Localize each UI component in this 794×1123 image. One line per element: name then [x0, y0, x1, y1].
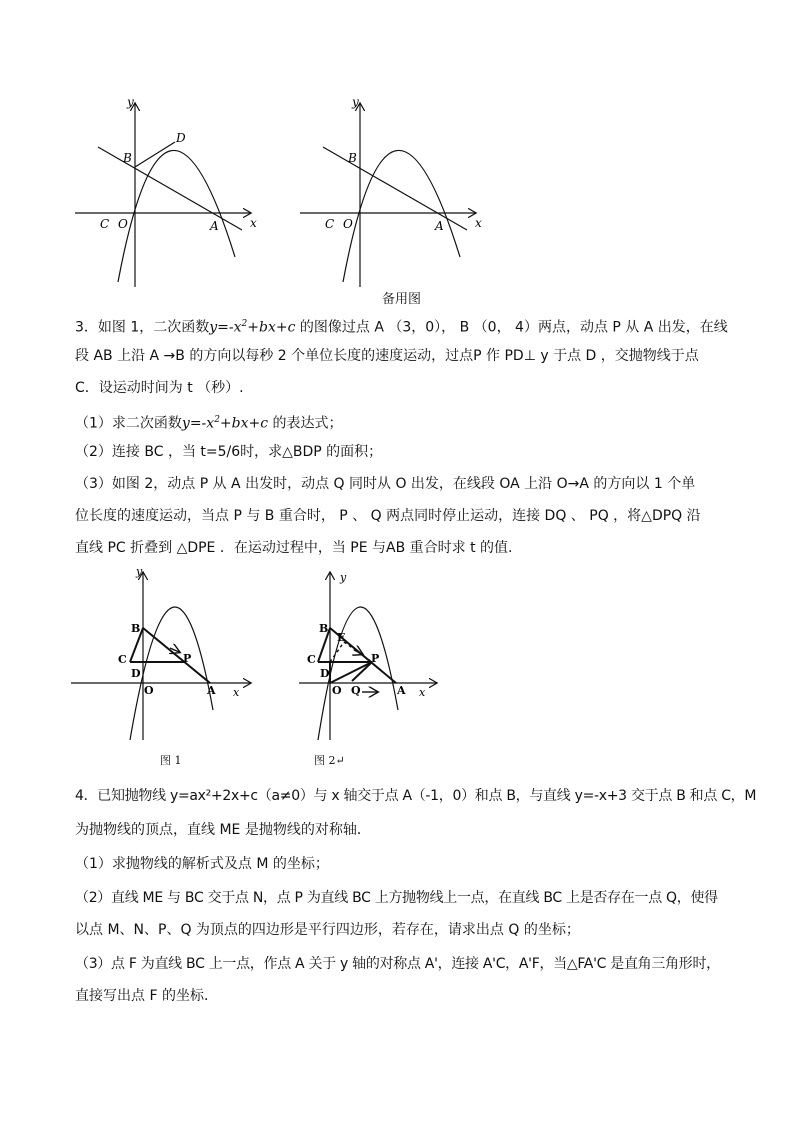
svg-text:D: D [176, 131, 186, 145]
svg-text:B: B [319, 622, 329, 635]
svg-text:O: O [118, 217, 128, 231]
svg-text:B: B [348, 151, 357, 165]
svg-text:P: P [371, 652, 380, 665]
top-right-graph [295, 92, 495, 292]
q4-line-1: 4．已知抛物线 y=ax²+2x+c（a≠0）与 x 轴交于点 A（-1，0）和点 B，与直线 y=-x+3 交于点 B 和点 C，M [75, 788, 757, 804]
svg-text:x: x [250, 216, 257, 230]
svg-text:y: y [352, 95, 359, 109]
svg-text:D: D [131, 667, 141, 680]
q3-sub-1: （1）求二次函数$y=-x^2+bx+c$ 的表达式； [75, 415, 343, 432]
svg-text:O: O [144, 684, 154, 697]
svg-text:A: A [207, 684, 216, 697]
svg-text:x: x [419, 686, 426, 699]
svg-text:x: x [475, 216, 482, 230]
svg-text:D: D [320, 667, 330, 680]
svg-text:B: B [123, 151, 132, 165]
q3-sub-2: （2）连接 BC ，当 t=5/6时，求△BDP 的面积； [75, 444, 383, 460]
svg-text:Q: Q [351, 684, 361, 697]
svg-text:B: B [131, 622, 141, 635]
q3-line-1: 3．如图 1，二次函数$y=-x^2+bx+c$ 的图像过点 A （3，0）， B （0， 4）两点，动点 P 从 A 出发，在线 [75, 319, 728, 336]
q3-sub-3-a: （3）如图 2，动点 P 从 A 出发时，动点 Q 同时从 O 出发，在线段 OA 上沿 O→A 的方向以 1 个单 [75, 476, 696, 492]
svg-text:C: C [325, 217, 335, 231]
svg-text:y: y [136, 565, 143, 578]
svg-text:E: E [337, 631, 346, 644]
svg-text:A: A [397, 684, 406, 697]
q4-sub-3-b: 直接写出点 F 的坐标． [75, 988, 218, 1004]
spare-figure-caption: 备用图 [382, 292, 422, 307]
svg-text:C: C [118, 653, 127, 666]
figure-2-graph [296, 565, 486, 745]
svg-text:A: A [210, 219, 219, 233]
figure-2-caption: 图 2↵ [314, 754, 345, 767]
top-left-graph [70, 92, 270, 292]
q3-sub-3-b: 位长度的速度运动，当点 P 与 B 重合时， P 、 Q 两点同时停止运动，连接 DQ 、 PQ ，将△DPQ 沿 [75, 508, 701, 524]
q4-line-2: 为抛物线的顶点，直线 ME 是抛物线的对称轴． [75, 822, 371, 838]
q4-sub-2-a: （2）直线 ME 与 BC 交于点 N，点 P 为直线 BC 上方抛物线上一点，在直线 BC 上是否存在一点 Q，使得 [75, 890, 718, 906]
svg-text:C: C [307, 653, 316, 666]
svg-text:A: A [435, 219, 444, 233]
svg-text:C: C [100, 217, 110, 231]
svg-text:O: O [332, 684, 342, 697]
q4-sub-1: （1）求抛物线的解析式及点 M 的坐标； [75, 856, 329, 872]
figure-1-graph [68, 565, 258, 745]
figure-1-caption: 图 1 [160, 754, 182, 767]
q3-sub-3-c: 直线 PC 折叠到 △DPE ．在运动过程中，当 PE 与AB 重合时求 t 的值. [75, 540, 513, 556]
svg-text:y: y [127, 95, 134, 109]
q4-sub-2-b: 以点 M、N、P、Q 为顶点的四边形是平行四边形，若存在，请求出点 Q 的坐标； [75, 922, 580, 938]
q3-line-3: C．设运动时间为 t （秒）. [75, 380, 244, 396]
q4-sub-3-a: （3）点 F 为直线 BC 上一点，作点 A 关于 y 轴的对称点 A'，连接 A'C，A'F，当△FA'C 是直角三角形时， [75, 956, 720, 972]
q3-line-2: 段 AB 上沿 A →B 的方向以每秒 2 个单位长度的速度运动，过点P 作 PD⊥ y 于点 D ，交抛物线于点 [75, 348, 699, 364]
svg-text:P: P [183, 652, 192, 665]
svg-text:y: y [340, 571, 347, 584]
svg-text:x: x [233, 686, 240, 699]
svg-text:O: O [343, 217, 353, 231]
